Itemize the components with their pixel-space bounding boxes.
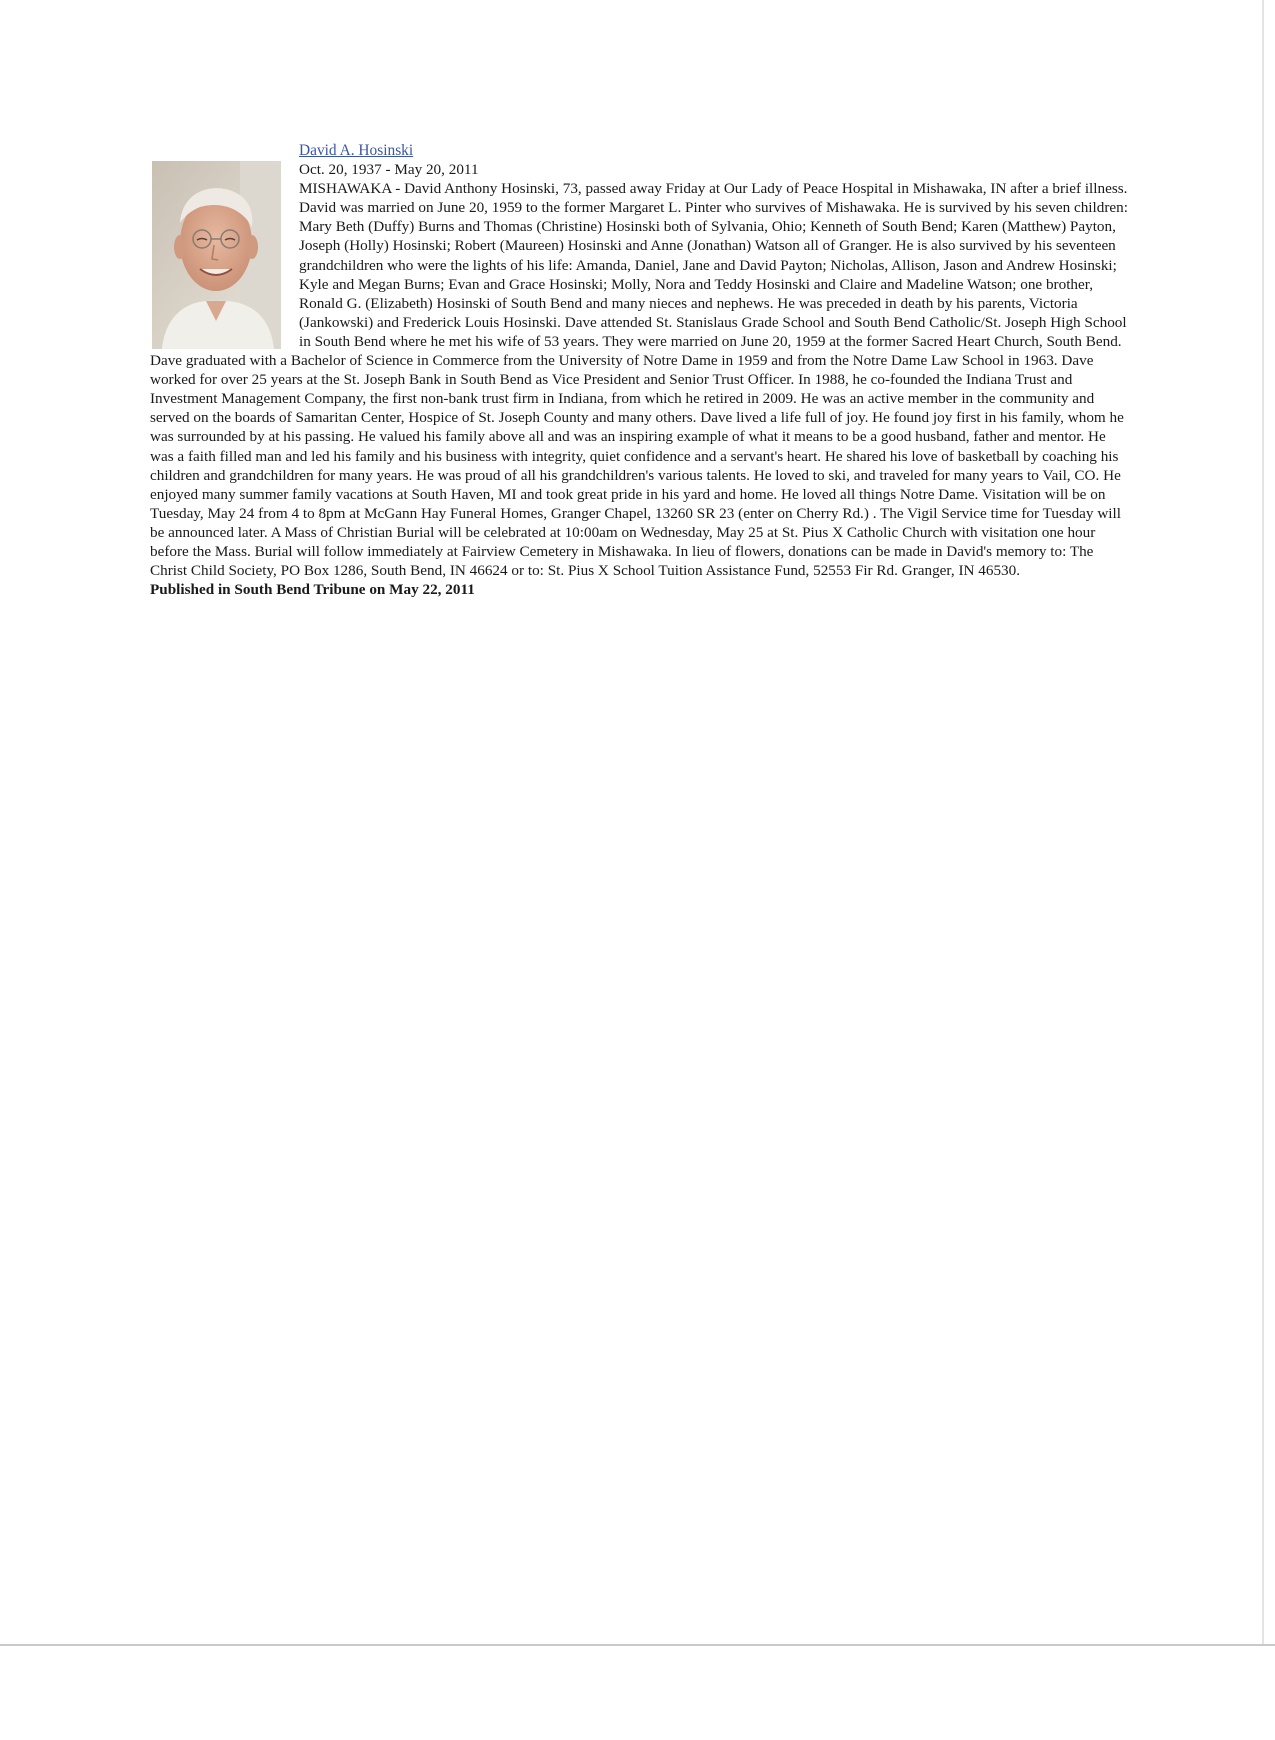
publication-credit: Published in South Bend Tribune on May 22, 2011 [150, 581, 475, 599]
life-dates: Oct. 20, 1937 - May 20, 2011 [299, 161, 479, 179]
obituary-block [150, 141, 1130, 599]
decedent-name-link[interactable]: David A. Hosinski [299, 142, 414, 159]
page-edge-bottom [0, 1644, 1275, 1646]
page-edge-right [1262, 0, 1264, 1644]
portrait-photo [152, 161, 281, 349]
obituary-text: MISHAWAKA - David Anthony Hosinski, 73, passed away Friday at Our Lady of Peace Hospital in Mishawaka, IN after a brief illness. David was married on June 20, 1959 to the former Margaret L. Pinter who survives of Mishawaka. He is survived by his seven children: Mary Beth (Duffy) Burns and Thomas (Christine) Hosinski both of Sylvania, Ohio; Kenneth of South Bend; Karen (Matthew) Payton, Joseph (Holly) Hosinski; Robert (Maureen) Hosinski and Anne (Jonathan) Watson all of Granger. He is also survived by his seventeen grandchildren who were the lights of his life: Amanda, Daniel, Jane and David Payton; Nicholas, Allison, Jason and Andrew Hosinski; Kyle and Megan Burns; Evan and Grace Hosinski; Molly, Nora and Teddy Hosinski and Claire and Madeline Watson; one brother, Ronald G. (Elizabeth) Hosinski of South Bend and many nieces and nephews. He was preceded in death by his parents, Victoria (Jankowski) and Frederick Louis Hosinski. Dave attended St. Stanislaus Grade School and South Bend Catholic/St. Joseph High School in South Bend where he met his wife of 53 years. They were married on June 20, 1959 at the former Sacred Heart Church, South Bend. Dave graduated with a Bachelor of Science in Commerce from the University of Notre Dame in 1959 and from the Notre Dame Law School in 1963. Dave worked for over 25 years at the St. Joseph Bank in South Bend as Vice President and Senior Trust Officer. In 1988, he co-founded the Indiana Trust and Investment Management Company, the first non-bank trust firm in Indiana, from which he retired in 2009. He was an active member in the community and served on the boards of Samaritan Center, Hospice of St. Joseph County and many others. Dave lived a life full of joy. He found joy first in his family, whom he was surrounded by at his passing. He valued his family above all and was an inspiring example of what it means to be a good husband, father and mentor. He was a faith filled man and led his family and his business with integrity, quiet confidence and a servant's heart. He shared his love of basketball by coaching his children and grandchildren for many years. He was proud of all his grandchildren's various talents. He loved to ski, and traveled for many years to Vail, CO. He enjoyed many summer family vacations at South Haven, MI and took great pride in his yard and home. He loved all things Notre Dame. Visitation will be on Tuesday, May 24 from 4 to 8pm at McGann Hay Funeral Homes, Granger Chapel, 13260 SR 23 (enter on Cherry Rd.) . The Vigil Service time for Tuesday will be announced later. A Mass of Christian Burial will be celebrated at 10:00am on Wednesday, May 25 at St. Pius X Catholic Church with visitation one hour before the Mass. Burial will follow immediately at Fairview Cemetery in Mishawaka. In lieu of flowers, donations can be made in David's memory to: The Christ Child Society, PO Box 1286, South Bend, IN 46624 or to: St. Pius X School Tuition Assistance Fund, 52553 Fir Rd. Granger, IN 46530. [150, 180, 1128, 580]
